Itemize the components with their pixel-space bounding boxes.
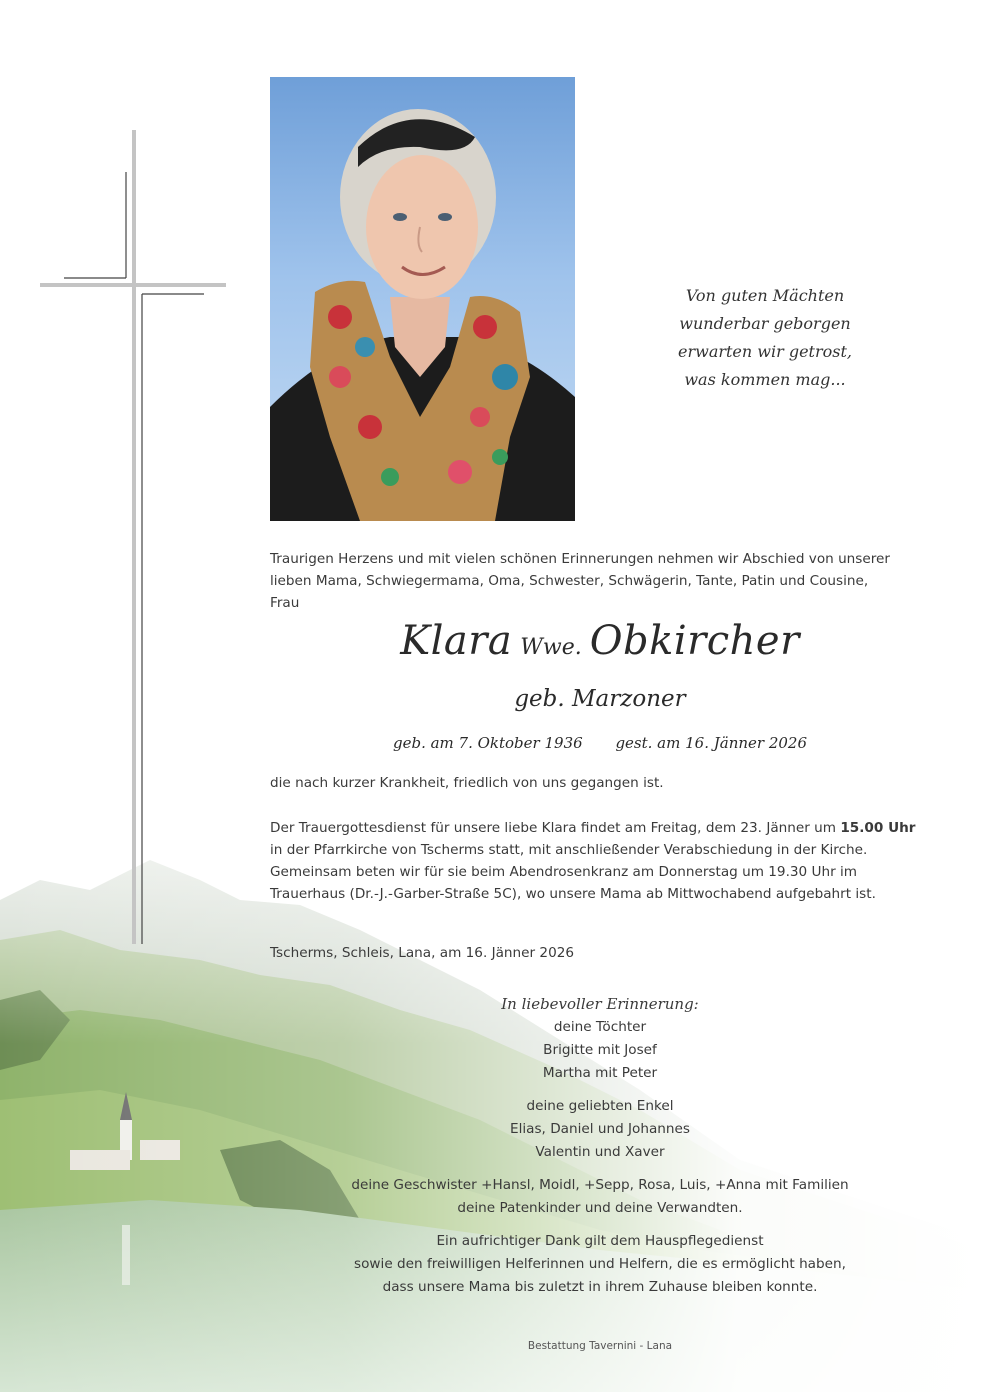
list-item: Ein aufrichtiger Dank gilt dem Hauspflegedienst — [436, 1233, 764, 1249]
portrait-image — [270, 77, 575, 521]
widow-title: Wwe. — [520, 635, 582, 660]
list-item: deine Geschwister +Hansl, Moidl, +Sepp, Rosa, Luis, +Anna mit Familien — [351, 1177, 849, 1193]
funeral-home-footer: Bestattung Tavernini - Lana — [527, 1340, 673, 1352]
list-item: deine Patenkinder und deine Verwandten. — [457, 1200, 743, 1216]
intro-line: lieben Mama, Schwiegermama, Oma, Schwester, Schwägerin, Tante, Patin und Cousine, — [270, 573, 869, 589]
memory-heading: In liebevoller Erinnerung: — [501, 995, 699, 1013]
passed-text: die nach kurzer Krankheit, friedlich von uns gegangen ist. — [270, 775, 664, 791]
quote — [640, 282, 890, 394]
mourners-list — [300, 993, 900, 1299]
list-item: Elias, Daniel und Johannes — [510, 1121, 690, 1137]
death-date: gest. am 16. Jänner 2026 — [615, 734, 808, 752]
life-dates — [270, 734, 930, 752]
intro-line: Frau — [270, 595, 300, 611]
list-item: Valentin und Xaver — [535, 1144, 665, 1160]
list-item: deine geliebten Enkel — [526, 1098, 674, 1114]
service-line — [270, 817, 930, 839]
list-item: deine Töchter — [553, 1019, 647, 1035]
place-date: Tscherms, Schleis, Lana, am 16. Jänner 2026 — [270, 945, 575, 961]
last-name: Obkircher — [589, 618, 800, 664]
intro-text — [270, 548, 930, 614]
intro-line: Traurigen Herzens und mit vielen schönen Erinnerungen nehmen wir Abschied von unserer — [270, 551, 890, 567]
quote-line: was kommen mag... — [684, 370, 846, 389]
list-item: Martha mit Peter — [542, 1065, 658, 1081]
cross-icon — [0, 0, 260, 980]
service-info — [270, 817, 930, 905]
quote-line: erwarten wir getrost, — [678, 342, 852, 361]
quote-line: wunderbar geborgen — [679, 314, 851, 333]
quote-line: Von guten Mächten — [685, 286, 845, 305]
deceased-name — [270, 618, 930, 664]
list-item: dass unsere Mama bis zuletzt in ihrem Zuhause bleiben konnte. — [382, 1279, 818, 1295]
portrait-photo — [270, 77, 575, 521]
service-line: Trauerhaus (Dr.-J.-Garber-Straße 5C), wo unsere Mama ab Mittwochabend aufgebahrt ist. — [270, 886, 876, 902]
list-item: Brigitte mit Josef — [543, 1042, 657, 1058]
service-time: 15.00 Uhr — [840, 820, 916, 836]
birth-date: geb. am 7. Oktober 1936 — [392, 734, 583, 752]
service-line: Gemeinsam beten wir für sie beim Abendrosenkranz am Donnerstag um 19.30 Uhr im — [270, 864, 858, 880]
service-line-text: Der Trauergottesdienst für unsere liebe Klara findet am Freitag, dem 23. Jänner um — [270, 820, 841, 836]
service-line: in der Pfarrkirche von Tscherms statt, mit anschließender Verabschiedung in der Kirche. — [270, 842, 868, 858]
list-item: sowie den freiwilligen Helferinnen und Helfern, die es ermöglicht haben, — [354, 1256, 846, 1272]
maiden-name: geb. Marzoner — [514, 686, 686, 712]
first-name: Klara — [400, 618, 513, 664]
